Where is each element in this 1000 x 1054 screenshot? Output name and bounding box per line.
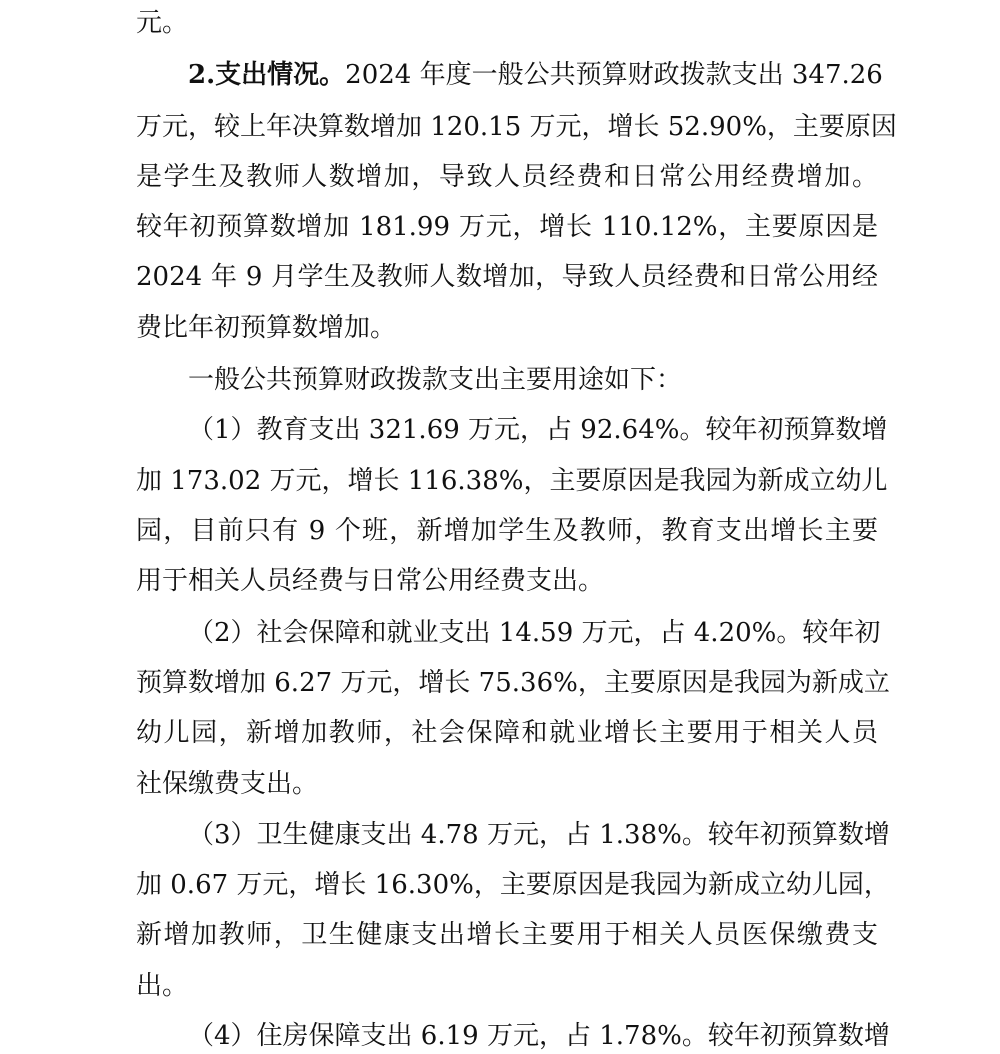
paragraph-line: （2）社会保障和就业支出 14.59 万元，占 4.20%。较年初 [188, 618, 881, 648]
paragraph-line: 是学生及教师人数增加，导致人员经费和日常公用经费增加。 [136, 162, 878, 192]
section-heading: 2.支出情况。 [188, 60, 346, 90]
paragraph-line: 万元，较上年决算数增加 120.15 万元，增长 52.90%，主要原因 [136, 112, 897, 142]
paragraph-line: 一般公共预算财政拨款支出主要用途如下： [188, 365, 683, 395]
paragraph-line: 园，目前只有 9 个班，新增加学生及教师，教育支出增长主要 [136, 516, 878, 546]
paragraph-line: （4）住房保障支出 6.19 万元，占 1.78%。较年初预算数增 [188, 1021, 890, 1051]
paragraph-line: 费比年初预算数增加。 [136, 313, 397, 343]
paragraph-line: （1）教育支出 321.69 万元，占 92.64%。较年初预算数增 [188, 415, 888, 445]
section-heading-line [188, 58, 883, 92]
paragraph-line: （3）卫生健康支出 4.78 万元，占 1.38%。较年初预算数增 [188, 820, 890, 850]
paragraph-line: 幼儿园，新增加教师，社会保障和就业增长主要用于相关人员 [136, 718, 878, 748]
paragraph-line: 社保缴费支出。 [136, 769, 319, 799]
paragraph-text: 2024 年度一般公共预算财政拨款支出 347.26 [345, 60, 883, 90]
paragraph-line: 预算数增加 6.27 万元，增长 75.36%，主要原因是我园为新成立 [136, 668, 890, 698]
paragraph-line: 元。 [136, 8, 189, 38]
paragraph-line: 加 173.02 万元，增长 116.38%，主要原因是我园为新成立幼儿 [136, 466, 888, 496]
paragraph-line: 新增加教师，卫生健康支出增长主要用于相关人员医保缴费支 [136, 920, 878, 950]
paragraph-line: 较年初预算数增加 181.99 万元，增长 110.12%，主要原因是 [136, 212, 878, 242]
paragraph-line: 加 0.67 万元，增长 16.30%，主要原因是我园为新成立幼儿园， [136, 870, 890, 900]
paragraph-line: 用于相关人员经费与日常公用经费支出。 [136, 566, 605, 596]
paragraph-line: 出。 [136, 971, 189, 1001]
paragraph-line: 2024 年 9 月学生及教师人数增加，导致人员经费和日常公用经 [136, 262, 878, 292]
